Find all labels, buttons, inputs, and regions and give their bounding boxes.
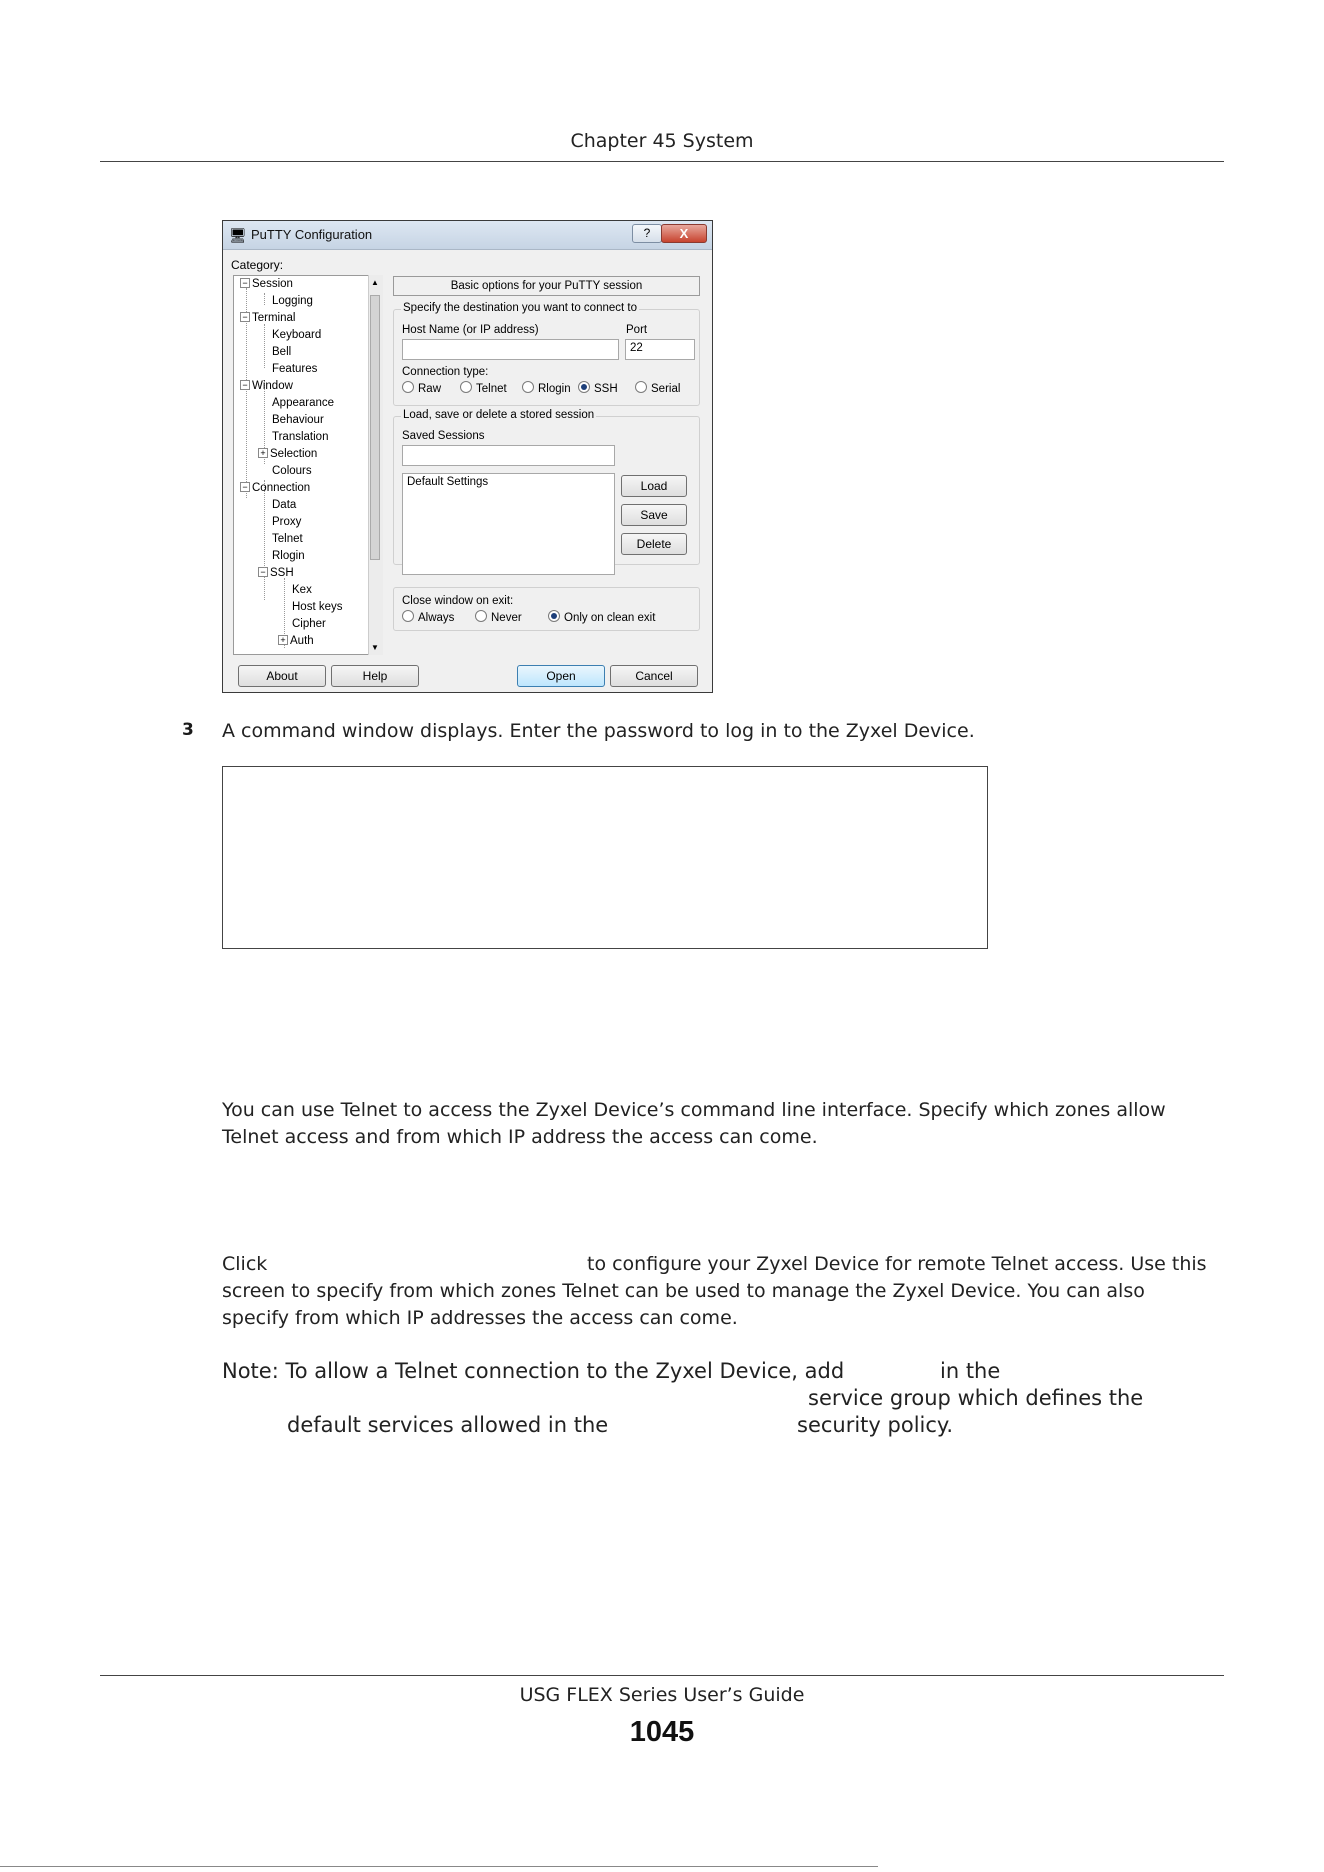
radio-selected-icon[interactable] bbox=[548, 610, 560, 622]
tree-item-ssh[interactable]: − SSH bbox=[258, 567, 294, 579]
chapter-header: Chapter 45 System bbox=[570, 130, 754, 152]
category-tree[interactable] bbox=[233, 275, 381, 655]
scroll-up-arrow-icon[interactable]: ▲ bbox=[371, 278, 379, 287]
tree-item-telnet[interactable]: Telnet bbox=[272, 533, 303, 545]
tree-item-features[interactable]: Features bbox=[272, 363, 318, 375]
open-button[interactable]: Open bbox=[517, 665, 605, 687]
expand-icon[interactable]: + bbox=[278, 635, 288, 645]
collapse-icon[interactable]: − bbox=[240, 278, 250, 288]
radio-always[interactable]: Always bbox=[402, 610, 454, 624]
tree-item-bell[interactable]: Bell bbox=[272, 346, 292, 358]
note-line-1b: in the bbox=[940, 1359, 1001, 1383]
tree-item-connection[interactable]: − Connection bbox=[240, 482, 310, 494]
radio-icon[interactable] bbox=[635, 381, 647, 393]
tree-item-rlogin[interactable]: Rlogin bbox=[272, 550, 305, 562]
note-line-3a: default services allowed in the bbox=[287, 1413, 609, 1437]
delete-button[interactable]: Delete bbox=[621, 533, 687, 555]
note-line-2: service group which defines the bbox=[808, 1386, 1144, 1410]
panel-title: Basic options for your PuTTY session bbox=[393, 276, 700, 296]
radio-serial[interactable]: Serial bbox=[635, 381, 680, 395]
command-window-figure bbox=[222, 766, 988, 949]
radio-icon[interactable] bbox=[402, 610, 414, 622]
category-label: Category: bbox=[231, 258, 284, 272]
telnet-intro-line-2: Telnet access and from which IP address the access can come. bbox=[222, 1126, 818, 1148]
sessions-list[interactable] bbox=[402, 473, 615, 575]
tree-item-keyboard[interactable]: Keyboard bbox=[272, 329, 322, 341]
collapse-icon[interactable]: − bbox=[258, 567, 268, 577]
radio-icon[interactable] bbox=[402, 381, 414, 393]
help-title-button[interactable]: ? bbox=[632, 224, 662, 243]
tree-item-terminal[interactable]: − Terminal bbox=[240, 312, 295, 324]
putty-app-icon: 🖥 bbox=[229, 227, 247, 243]
save-button[interactable]: Save bbox=[621, 504, 687, 526]
radio-icon[interactable] bbox=[460, 381, 472, 393]
about-button[interactable]: About bbox=[238, 665, 326, 687]
load-button[interactable]: Load bbox=[621, 475, 687, 497]
cancel-button[interactable]: Cancel bbox=[610, 665, 698, 687]
host-label: Host Name (or IP address) bbox=[402, 324, 539, 336]
radio-selected-icon[interactable] bbox=[578, 381, 590, 393]
tree-item-selection[interactable]: + Selection bbox=[258, 448, 317, 460]
telnet-config-click: Click bbox=[222, 1253, 268, 1275]
destination-legend: Specify the destination you want to connect to bbox=[403, 302, 637, 314]
close-title-button[interactable]: X bbox=[661, 224, 707, 243]
list-item[interactable]: Default Settings bbox=[407, 476, 489, 488]
saved-sessions-label: Saved Sessions bbox=[402, 430, 485, 442]
port-label: Port bbox=[626, 324, 648, 336]
tree-item-kex[interactable]: Kex bbox=[292, 584, 312, 596]
step-3-text: A command window displays. Enter the password to log in to the Zyxel Device. bbox=[222, 720, 975, 742]
telnet-config-line-3: specify from which IP addresses the access can come. bbox=[222, 1307, 738, 1329]
telnet-intro-line-1: You can use Telnet to access the Zyxel Device’s command line interface. Specify which zones allow bbox=[222, 1099, 1166, 1121]
telnet-config-line-1: to configure your Zyxel Device for remote Telnet access. Use this bbox=[587, 1253, 1207, 1275]
window-title: PuTTY Configuration bbox=[251, 227, 373, 242]
radio-telnet[interactable]: Telnet bbox=[460, 381, 507, 395]
radio-icon[interactable] bbox=[475, 610, 487, 622]
radio-rlogin[interactable]: Rlogin bbox=[522, 381, 571, 395]
page-number: 1045 bbox=[629, 1716, 695, 1748]
bottom-edge-line bbox=[0, 1866, 878, 1867]
tree-scroll-thumb[interactable] bbox=[370, 295, 380, 560]
footer-rule bbox=[100, 1675, 1224, 1676]
collapse-icon[interactable]: − bbox=[240, 380, 250, 390]
host-input[interactable] bbox=[402, 339, 619, 360]
tree-item-host-keys[interactable]: Host keys bbox=[292, 601, 343, 613]
tree-item-session[interactable]: − Session bbox=[240, 278, 293, 290]
tree-item-behaviour[interactable]: Behaviour bbox=[272, 414, 324, 426]
step-number: 3 bbox=[182, 720, 194, 740]
collapse-icon[interactable]: − bbox=[240, 482, 250, 492]
close-on-exit-group bbox=[393, 587, 700, 631]
radio-raw[interactable]: Raw bbox=[402, 381, 441, 395]
close-on-exit-label: Close window on exit: bbox=[402, 595, 514, 607]
expand-icon[interactable]: + bbox=[258, 448, 268, 458]
tree-item-data[interactable]: Data bbox=[272, 499, 297, 511]
note-line-3b: security policy. bbox=[797, 1413, 954, 1437]
putty-config-window bbox=[222, 220, 713, 693]
tree-item-logging[interactable]: Logging bbox=[272, 295, 313, 307]
collapse-icon[interactable]: − bbox=[240, 312, 250, 322]
radio-never[interactable]: Never bbox=[475, 610, 522, 624]
help-button[interactable]: Help bbox=[331, 665, 419, 687]
tree-item-window[interactable]: − Window bbox=[240, 380, 293, 392]
header-rule bbox=[100, 161, 1224, 162]
tree-item-colours[interactable]: Colours bbox=[272, 465, 312, 477]
tree-item-proxy[interactable]: Proxy bbox=[272, 516, 302, 528]
note-line-1a: Note: To allow a Telnet connection to the Zyxel Device, add bbox=[222, 1359, 845, 1383]
sessions-legend: Load, save or delete a stored session bbox=[403, 409, 595, 421]
radio-icon[interactable] bbox=[522, 381, 534, 393]
saved-sessions-input[interactable] bbox=[402, 445, 615, 466]
connection-type-label: Connection type: bbox=[402, 366, 489, 378]
tree-item-auth[interactable]: + Auth bbox=[278, 635, 314, 647]
tree-item-translation[interactable]: Translation bbox=[272, 431, 329, 443]
tree-item-appearance[interactable]: Appearance bbox=[272, 397, 335, 409]
radio-only-clean-exit[interactable]: Only on clean exit bbox=[548, 610, 655, 624]
radio-ssh[interactable]: SSH bbox=[578, 381, 618, 395]
guide-title: USG FLEX Series User’s Guide bbox=[519, 1684, 805, 1706]
window-titlebar bbox=[223, 221, 712, 250]
port-input[interactable]: 22 bbox=[625, 339, 695, 360]
scroll-down-arrow-icon[interactable]: ▼ bbox=[371, 643, 379, 652]
telnet-config-line-2: screen to specify from which zones Telnet can be used to manage the Zyxel Device. You can also bbox=[222, 1280, 1145, 1302]
tree-item-cipher[interactable]: Cipher bbox=[292, 618, 326, 630]
